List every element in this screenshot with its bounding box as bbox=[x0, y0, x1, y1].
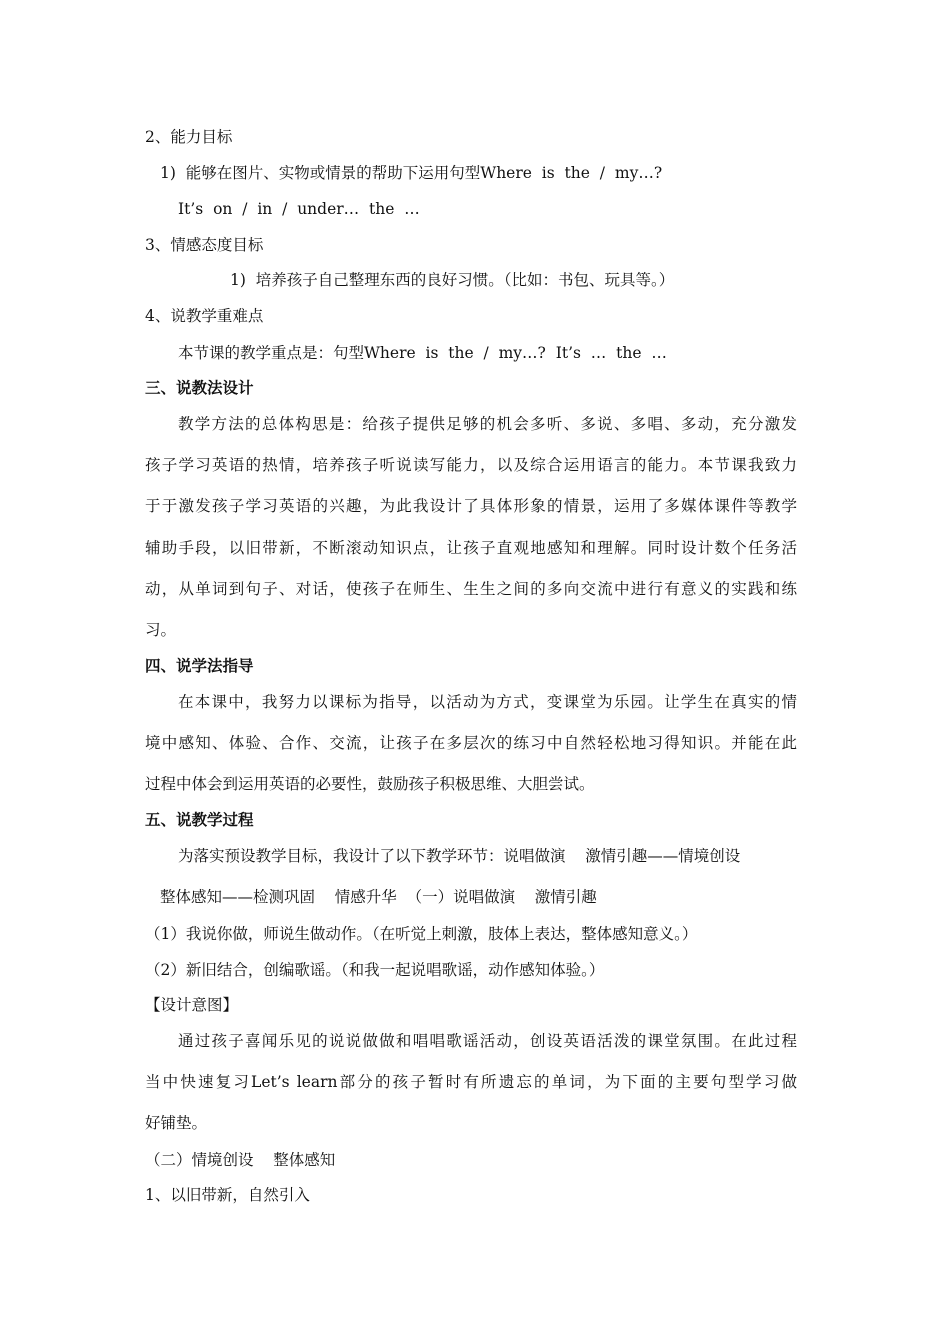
paragraph-line: 当中快速复习Let’s learn部分的孩子暂时有所遗忘的单词，为下面的主要句型学习做 bbox=[145, 1073, 797, 1091]
heading-ability-goals: 2、能力目标 bbox=[145, 128, 233, 146]
ability-goal-1: 1) 能够在图片、实物或情景的帮助下运用句型Where is the / my…? bbox=[160, 164, 663, 182]
list-item: （2）新旧结合，创编歌谣。（和我一起说唱歌谣，动作感知体验。） bbox=[145, 961, 605, 979]
paragraph-line: 为落实预设教学目标，我设计了以下教学环节：说唱做演 激情引趣——情境创设 bbox=[178, 847, 741, 865]
section-heading-teaching-method: 三、说教法设计 bbox=[145, 379, 254, 397]
paragraph-line: 在本课中，我努力以课标为指导，以活动为方式，变课堂为乐园。让学生在真实的情 bbox=[178, 693, 797, 711]
list-item: （1）我说你做，师说生做动作。（在听觉上刺激，肢体上表达，整体感知意义。） bbox=[145, 925, 698, 943]
section-heading-teaching-process: 五、说教学过程 bbox=[145, 811, 254, 829]
ability-goal-1-continued: It’s on / in / under… the … bbox=[178, 200, 420, 218]
heading-key-points: 4、说教学重难点 bbox=[145, 307, 264, 325]
paragraph-line: 通过孩子喜闻乐见的说说做做和唱唱歌谣活动，创设英语活泼的课堂氛围。在此过程 bbox=[178, 1032, 797, 1050]
paragraph-line: 境中感知、体验、合作、交流，让孩子在多层次的练习中自然轻松地习得知识。并能在此 bbox=[145, 734, 797, 752]
paragraph-line: 于于激发孩子学习英语的兴趣，为此我设计了具体形象的情景，运用了多媒体课件等教学 bbox=[145, 497, 797, 515]
subsection-item: 1、以旧带新，自然引入 bbox=[145, 1186, 310, 1204]
section-heading-learning-method: 四、说学法指导 bbox=[145, 657, 254, 675]
paragraph-line: 习。 bbox=[145, 621, 177, 639]
paragraph-line: 整体感知——检测巩固 情感升华 （一）说唱做演 激情引趣 bbox=[160, 888, 597, 906]
paragraph-line: 好铺垫。 bbox=[145, 1114, 208, 1132]
paragraph-line: 动，从单词到句子、对话，使孩子在师生、生生之间的多向交流中进行有意义的实践和练 bbox=[145, 580, 797, 598]
paragraph-line: 教学方法的总体构思是：给孩子提供足够的机会多听、多说、多唱、多动，充分激发 bbox=[178, 415, 797, 433]
paragraph-line: 过程中体会到运用英语的必要性，鼓励孩子积极思维、大胆尝试。 bbox=[145, 775, 595, 793]
attitude-goal-1: 1) 培养孩子自己整理东西的良好习惯。（比如：书包、玩具等。） bbox=[230, 271, 675, 289]
paragraph-line: 孩子学习英语的热情，培养孩子听说读写能力，以及综合运用语言的能力。本节课我致力 bbox=[145, 456, 797, 474]
design-intent-label: 【设计意图】 bbox=[145, 996, 239, 1014]
paragraph-line: 辅助手段，以旧带新，不断滚动知识点，让孩子直观地感知和理解。同时设计数个任务活 bbox=[145, 539, 797, 557]
heading-attitude-goals: 3、情感态度目标 bbox=[145, 236, 264, 254]
key-points-text: 本节课的教学重点是：句型Where is the / my…? It’s … the … bbox=[178, 344, 667, 362]
subsection-heading: （二）情境创设 整体感知 bbox=[145, 1151, 336, 1169]
